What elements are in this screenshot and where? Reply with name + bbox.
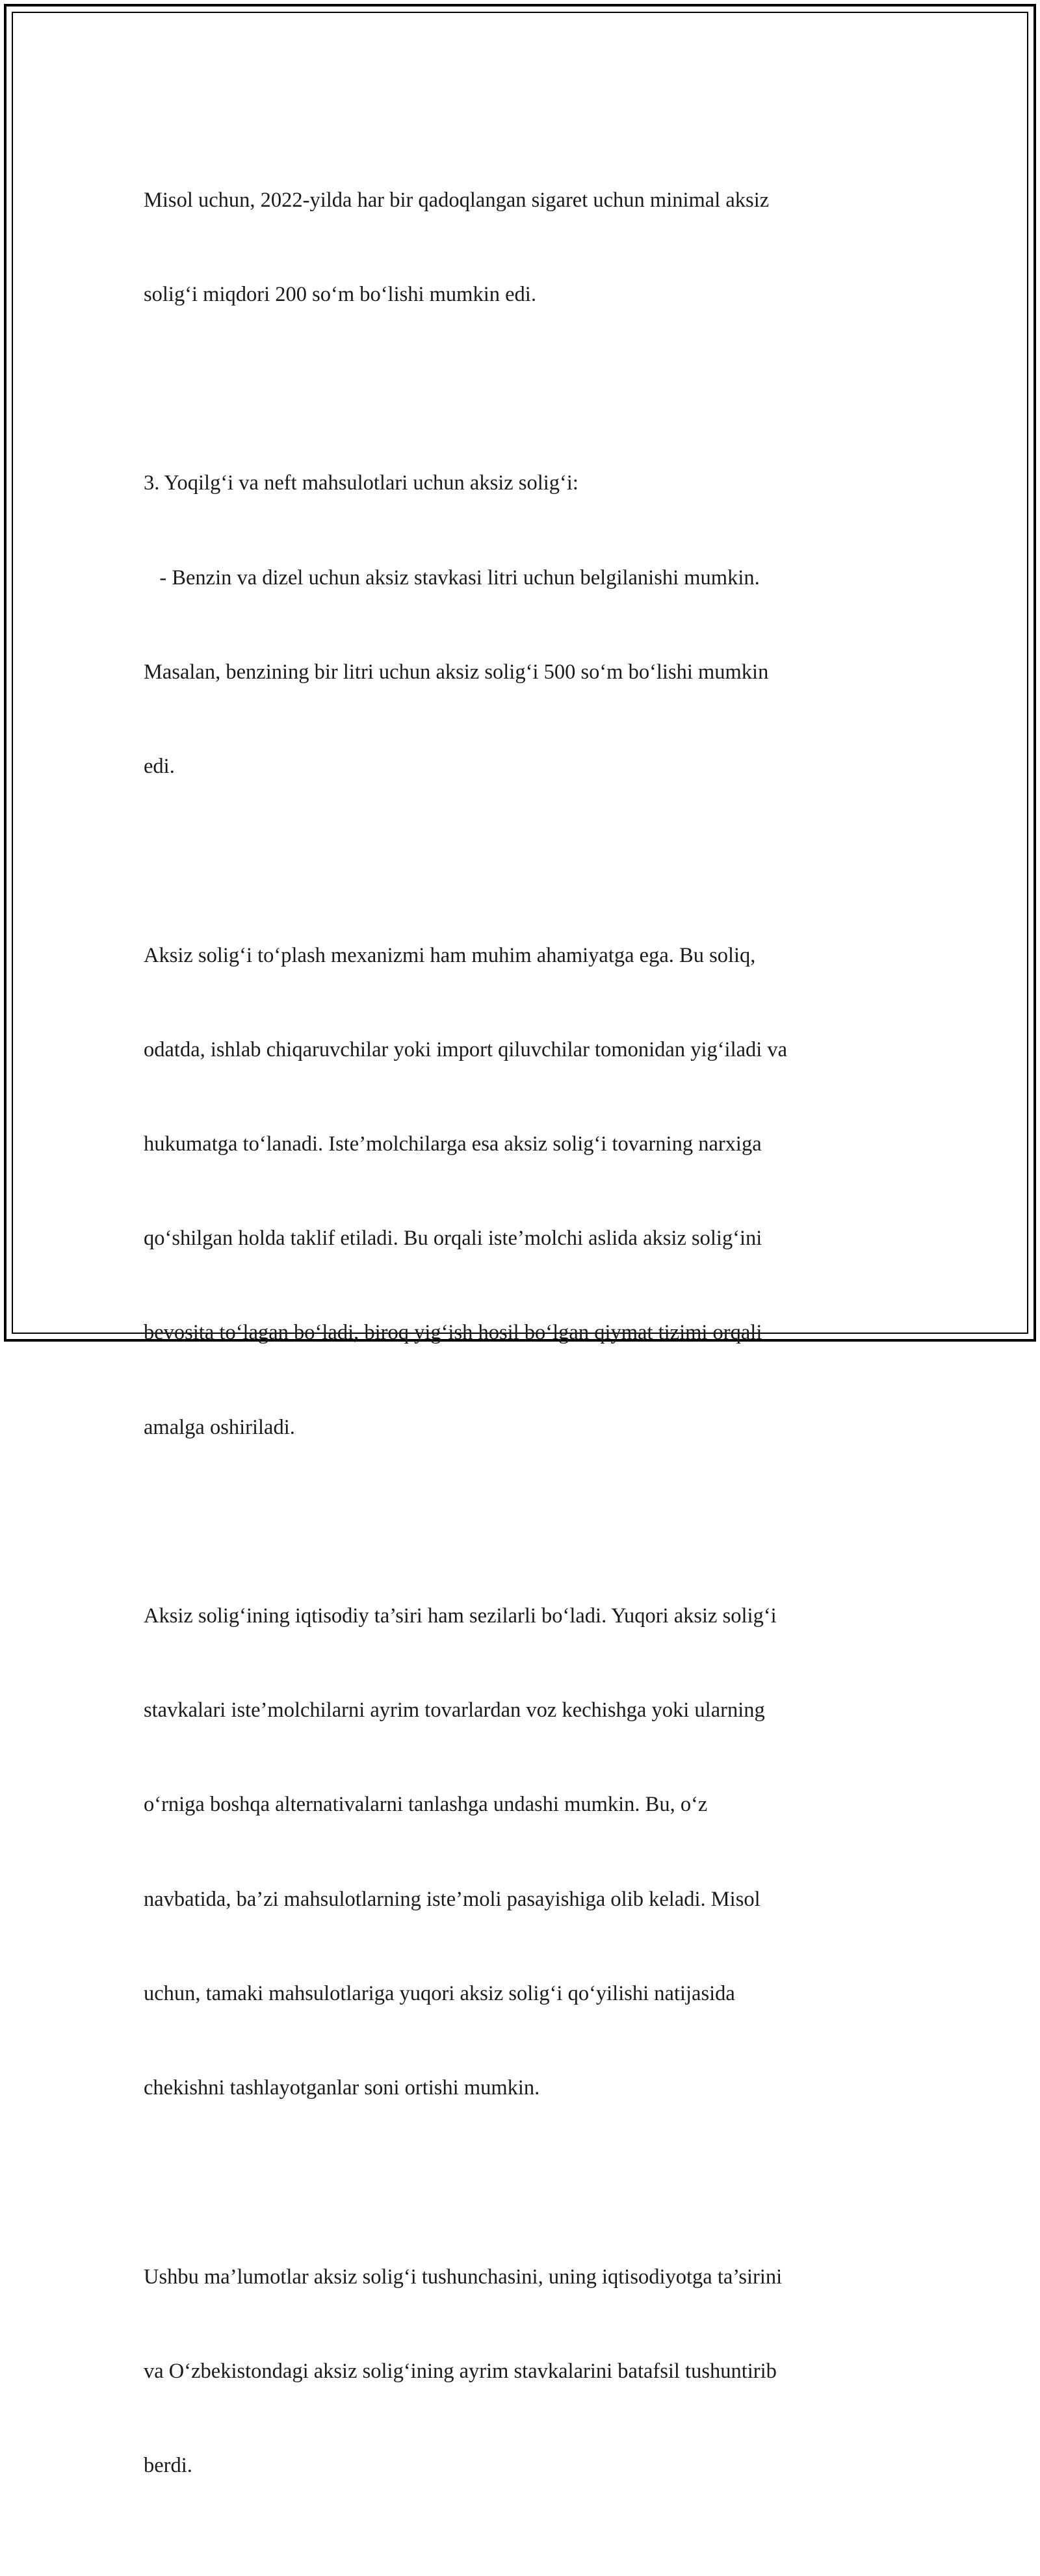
text-line: Ushbu ma’lumotlar aksiz solig‘i tushunchasini, uning iqtisodiyotga ta’sirini bbox=[144, 2265, 783, 2289]
text-line: qo‘shilgan holda taklif etiladi. Bu orqali iste’molchi aslida aksiz solig‘ini bbox=[144, 1227, 762, 1251]
text-line: Aksiz solig‘i to‘plash mexanizmi ham muhim ahamiyatga ega. Bu soliq, bbox=[144, 943, 756, 967]
text-line: uchun, tamaki mahsulotlariga yuqori aksiz solig‘i qo‘yilishi natijasida bbox=[144, 1981, 735, 2005]
paragraph-conclusion bbox=[144, 2198, 891, 2544]
text-line: o‘rniga boshqa alternativalarni tanlashga undashi mumkin. Bu, o‘z bbox=[144, 1793, 708, 1817]
list-heading: 3. Yoqilg‘i va neft mahsulotlari uchun aksiz solig‘i: bbox=[144, 471, 578, 495]
paragraph-economic-impact bbox=[144, 1537, 891, 2166]
text-line: bevosita to‘lagan bo‘ladi, biroq yig‘ish hosil bo‘lgan qiymat tizimi orqali bbox=[144, 1321, 762, 1345]
document-body bbox=[144, 122, 891, 2576]
list-item: - Benzin va dizel uchun aksiz stavkasi litri uchun belgilanishi mumkin. bbox=[144, 566, 760, 590]
paragraph-collection-mechanism bbox=[144, 877, 891, 1506]
text-line: hukumatga to‘lanadi. Iste’molchilarga esa aksiz solig‘i tovarning narxiga bbox=[144, 1132, 762, 1156]
text-line: Aksiz solig‘ining iqtisodiy ta’siri ham sezilarli bo‘ladi. Yuqori aksiz solig‘i bbox=[144, 1604, 777, 1628]
text-line: stavkalari iste’molchilarni ayrim tovarlardan voz kechishga yoki ularning bbox=[144, 1698, 765, 1723]
text-line: navbatida, ba’zi mahsulotlarning iste’moli pasayishiga olib keladi. Misol bbox=[144, 1887, 760, 1911]
text-line: odatda, ishlab chiqaruvchilar yoki import qiluvchilar tomonidan yig‘iladi va bbox=[144, 1037, 788, 1061]
text-line: Misol uchun, 2022-yilda har bir qadoqlangan sigaret uchun minimal aksiz bbox=[144, 188, 770, 212]
text-line: chekishni tashlayotganlar soni ortishi mumkin. bbox=[144, 2076, 540, 2100]
paragraph-cigarette-example bbox=[144, 122, 891, 373]
text-line: amalga oshiriladi. bbox=[144, 1415, 295, 1439]
text-line: edi. bbox=[144, 755, 175, 779]
text-line: solig‘i miqdori 200 so‘m bo‘lishi mumkin edi. bbox=[144, 283, 536, 307]
text-line: va O‘zbekistondagi aksiz solig‘ining ayrim stavkalarini batafsil tushuntirib bbox=[144, 2359, 777, 2383]
text-line: berdi. bbox=[144, 2454, 192, 2477]
paragraph-fuel-excise bbox=[144, 405, 891, 846]
text-line: Masalan, benzining bir litri uchun aksiz solig‘i 500 so‘m bo‘lishi mumkin bbox=[144, 660, 769, 684]
